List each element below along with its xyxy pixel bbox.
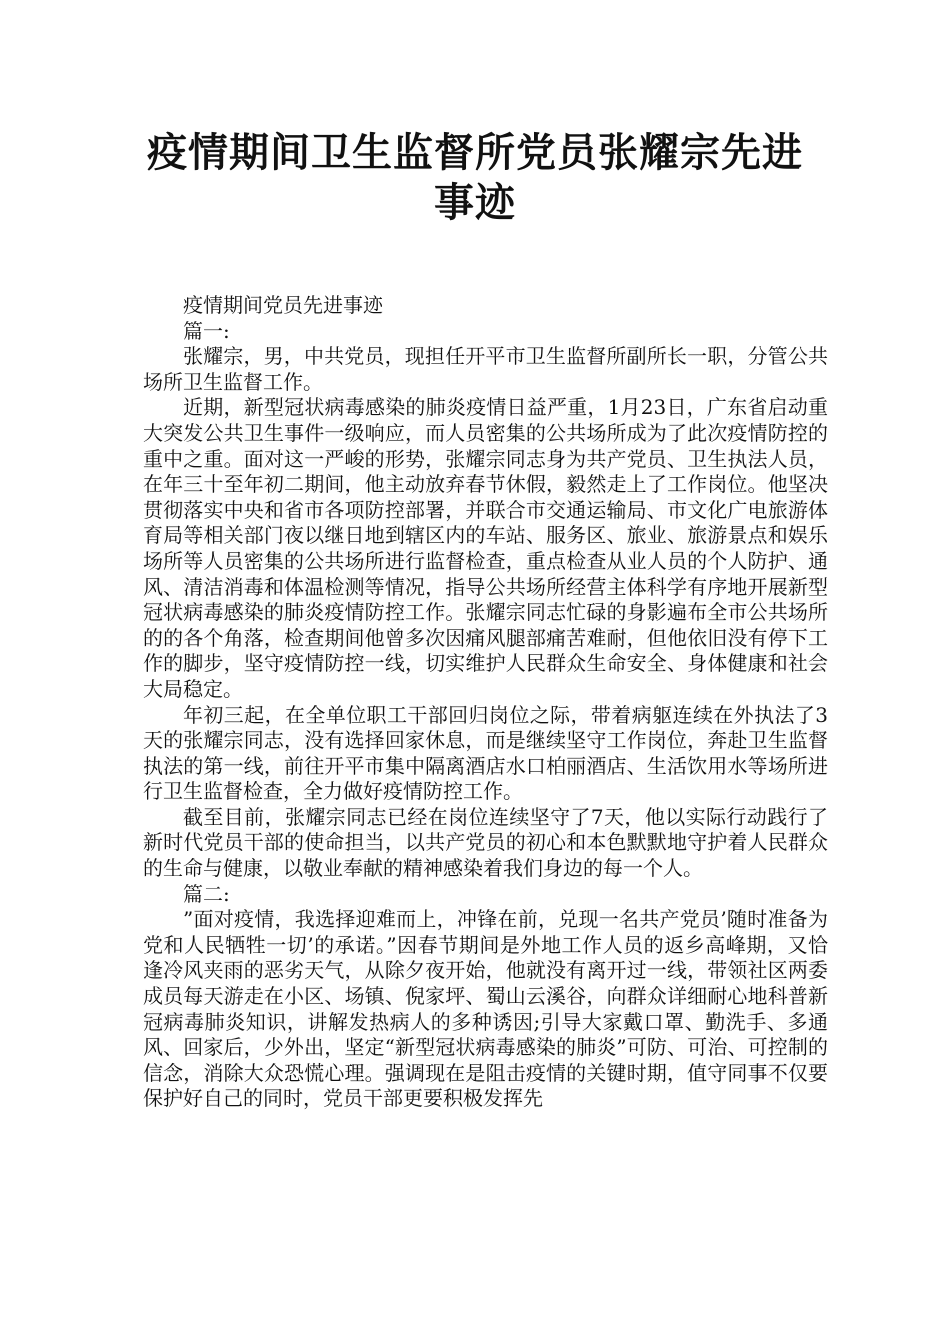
paragraph: 近期，新型冠状病毒感染的肺炎疫情日益严重，1月23日，广东省启动重大突发公共卫生事件一级响应，而人员密集的公共场所成为了此次疫情防控的重中之重。面对这一严峻的形势，张耀宗同志身为共产党员、卫生执法人员，在年三十至年初二期间，他主动放弃春节休假，毅然走上了工作岗位。他坚决贯彻落实中央和省市各项防控部署，并联合市交通运输局、市文化广电旅游体育局等相关部门夜以继日地到辖区内的车站、服务区、旅业、旅游景点和娱乐场所等人员密集的公共场所进行监督检查，重点检查从业人员的个人防护、通风、清洁消毒和体温检测等情况，指导公共场所经营主体科学有序地开展新型冠状病毒感染的肺炎疫情防控工作。张耀宗同志忙碌的身影遍布全市公共场所的的各个角落，检查期间他曾多次因痛风腿部痛苦难耐，但他依旧没有停下工作的脚步，坚守疫情防控一线，切实维护人民群众生命安全、身体健康和社会大局稳定。 [143, 395, 828, 701]
document-body [143, 293, 828, 1112]
paragraph: 年初三起，在全单位职工干部回归岗位之际，带着病躯连续在外执法了3天的张耀宗同志，没有选择回家休息，而是继续坚守工作岗位，奔赴卫生监督执法的第一线，前往开平市集中隔离酒店水口柏丽酒店、生活饮用水等场所进行卫生监督检查，全力做好疫情防控工作。 [143, 702, 828, 804]
section-label: 篇一: [183, 318, 230, 343]
paragraph: 截至目前，张耀宗同志已经在岗位连续坚守了7天，他以实际行动践行了新时代党员干部的使命担当，以共产党员的初心和本色默默地守护着人民群众的生命与健康，以敬业奉献的精神感染着我们身边的每一个人。 [143, 804, 828, 881]
subtitle: 疫情期间党员先进事迹 [183, 293, 383, 317]
section-label: 篇二: [183, 881, 230, 906]
document-title: 疫情期间卫生监督所党员张耀宗先进事迹 [147, 130, 803, 226]
paragraph: ”面对疫情，我选择迎难而上，冲锋在前，兑现一名共产党员’随时准备为党和人民牺牲一切’的承诺。”因春节期间是外地工作人员的返乡高峰期，又恰逢冷风夹雨的恶劣天气，从除夕夜开始，他就没有离开过一线，带领社区两委成员每天游走在小区、场镇、倪家坪、蜀山云溪谷，向群众详细耐心地科普新冠病毒肺炎知识，讲解发热病人的多种诱因;引导大家戴口罩、勤洗手、多通风、回家后，少外出，坚定“新型冠状病毒感染的肺炎”可防、可治、可控制的信念，消除大众恐慌心理。强调现在是阻击疫情的关键时期，值守同事不仅要保护好自己的同时，党员干部更要积极发挥先 [143, 907, 828, 1111]
paragraph: 张耀宗，男，中共党员，现担任开平市卫生监督所副所长一职，分管公共场所卫生监督工作。 [143, 344, 828, 394]
